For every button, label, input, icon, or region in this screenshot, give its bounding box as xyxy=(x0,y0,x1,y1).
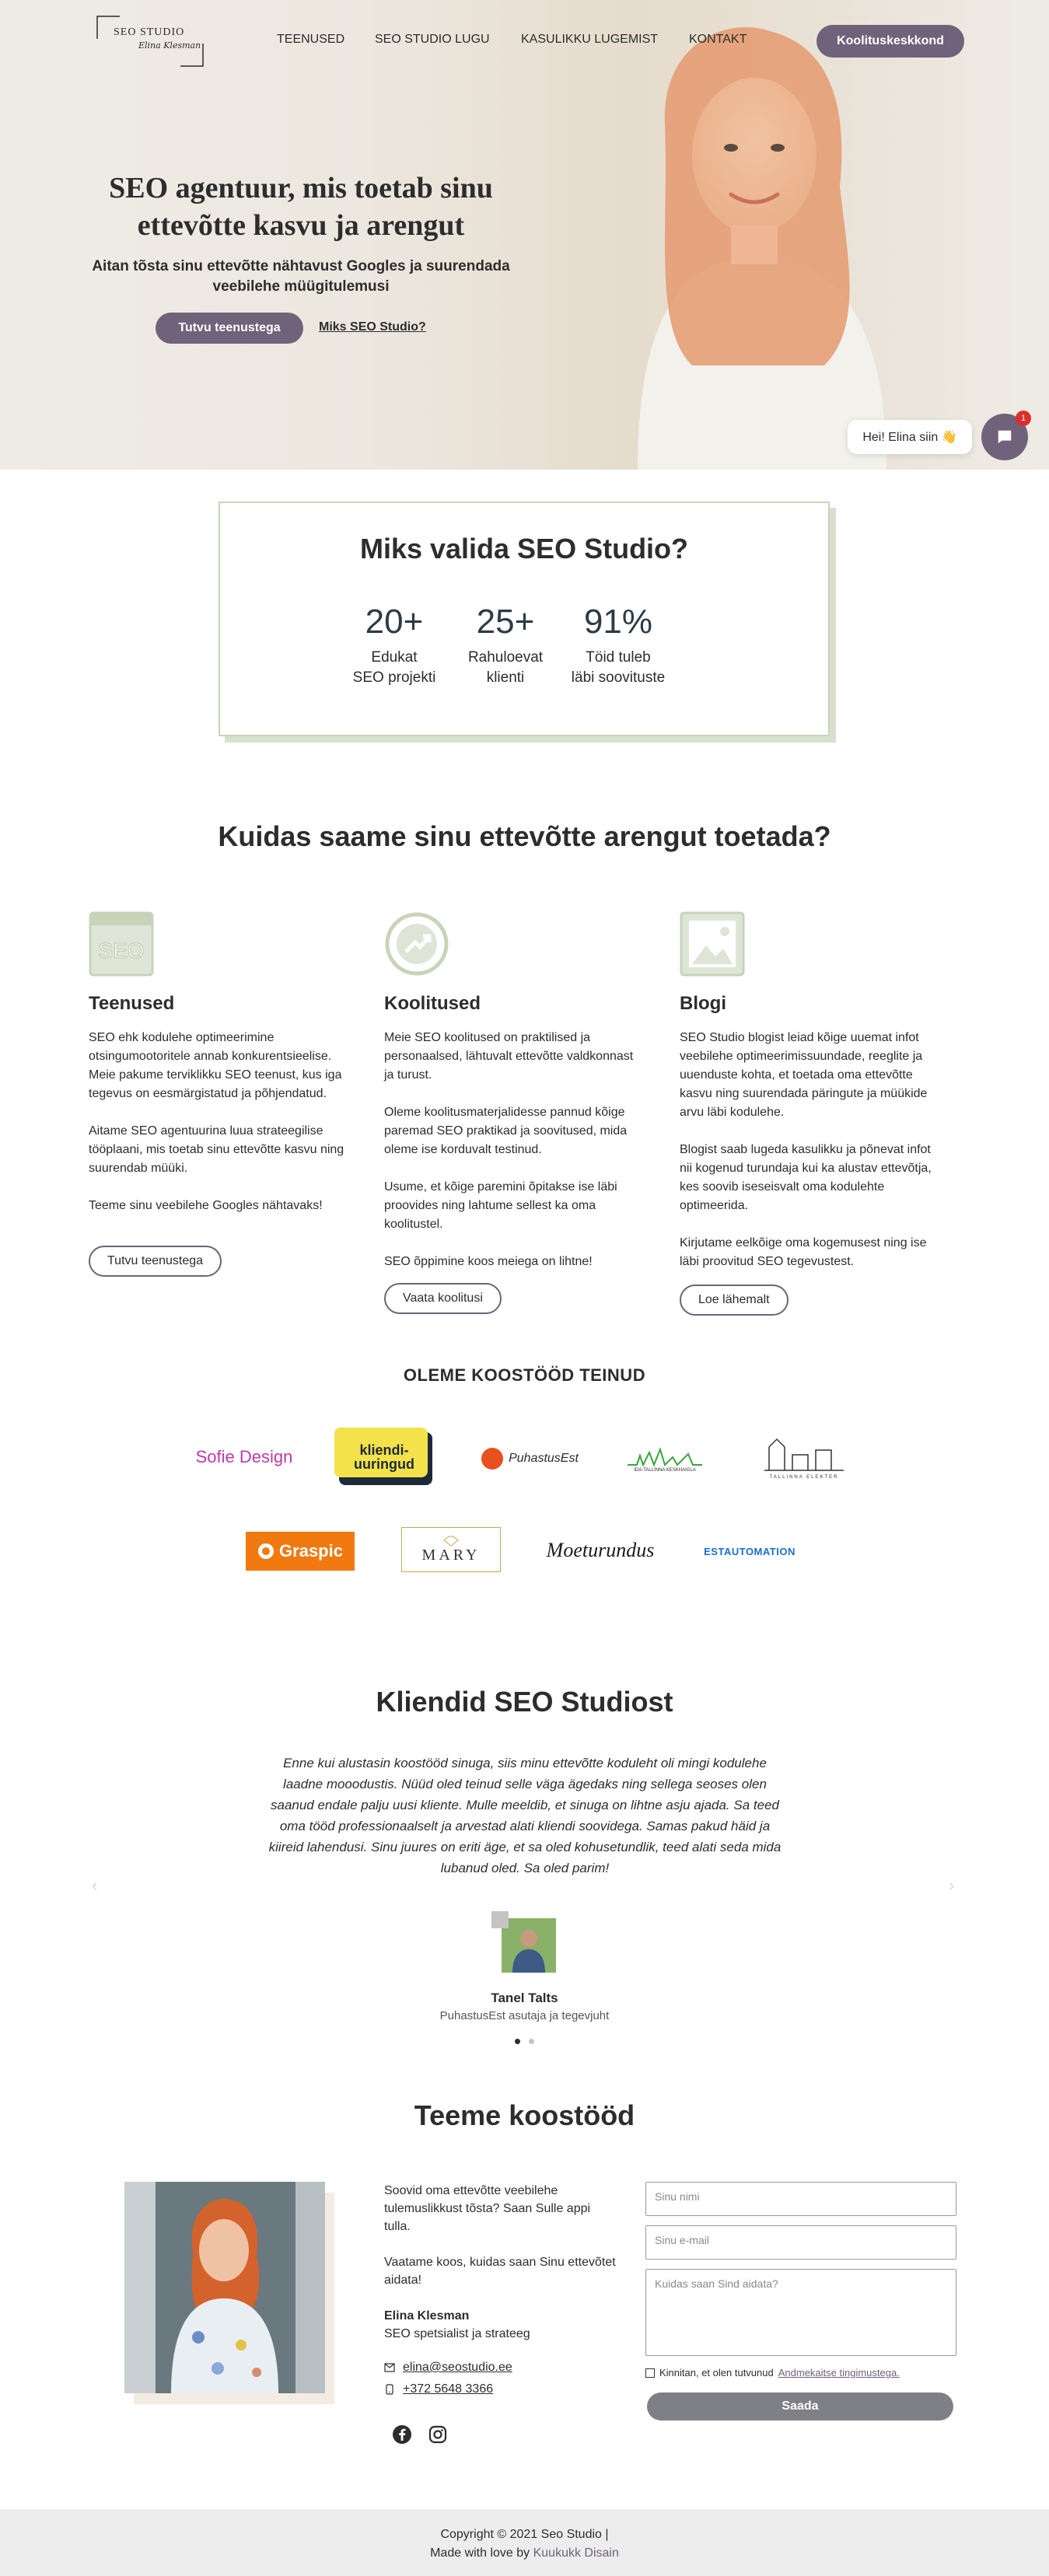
seo-badge-icon xyxy=(89,911,154,977)
logo-signature: Elina Klesman xyxy=(138,40,201,51)
partner-logo-graspic: Graspic xyxy=(246,1532,355,1571)
hero-portrait-image xyxy=(591,0,925,470)
chat-greeting[interactable]: Hei! Elina siin 👋 xyxy=(848,420,972,454)
stat-projects xyxy=(336,603,453,688)
message-textarea[interactable]: Kuidas saan Sind aidata? xyxy=(645,2269,956,2356)
phone-icon xyxy=(384,2384,395,2395)
stat-label: Edukat SEO projekti xyxy=(352,649,436,686)
partner-logo-kliendi-uuringud: kliendi-uuringud xyxy=(334,1428,434,1487)
contact-title: Teeme koostööd xyxy=(414,2099,635,2131)
stat-value: 91% xyxy=(583,603,653,641)
carousel-next-icon[interactable]: › xyxy=(949,1875,955,1895)
partner-logo-tallinna-elekter: TALLINNA ELEKTER xyxy=(757,1426,851,1485)
services-heading: Teenused xyxy=(89,993,175,1014)
contact-email[interactable]: elina@seostudio.ee xyxy=(384,2361,512,2375)
carousel-dot[interactable] xyxy=(529,2039,534,2044)
trainings-button[interactable]: Vaata koolitusi xyxy=(384,1283,502,1314)
contact-phone[interactable]: +372 5648 3366 xyxy=(384,2382,493,2396)
email-icon xyxy=(384,2363,395,2372)
blog-text: SEO Studio blogist leiad kõige uuemat infot veebilehe optimeerimissuundade, reeglite ja uuenduste kohta, et toetada oma ettevõtte kasvu ning suurendada päringute ja müükide arvu läbi kodulehe. Blogist saab lugeda kasulikku ja põnevat infot nii kogenud turundaja kui ka alustav ettevõtja, kes soovib iseseisvalt oma kodulehte optimeerida. Kirjutame eelkõige oma kogemusest ning ise läbi proovitud SEO tegevustest. xyxy=(680,1031,932,1268)
stat-value: 20+ xyxy=(365,603,424,641)
blog-button[interactable]: Loe lähemalt xyxy=(680,1285,788,1316)
contact-intro: Soovid oma ettevõtte veebilehe tulemuslikkust tõsta? Saan Sulle appi tulla. Vaatame koos, kuidas saan Sinu ettevõtet aidata! Elina Klesman SEO spetsialist ja strateeg xyxy=(384,2182,617,2343)
stat-referrals xyxy=(560,603,677,688)
hero-subtitle: Aitan tõsta sinu ettevõtte nähtavust Googles ja suurendada veebilehe müügitulemusi xyxy=(92,258,510,295)
why-title: Miks valida SEO Studio? xyxy=(359,533,689,564)
stat-label: Töid tuleb läbi soovituste xyxy=(571,649,666,686)
koolituskeskkond-button[interactable]: Koolituskeskkond xyxy=(816,25,964,58)
hero-services-button[interactable]: Tutvu teenustega xyxy=(156,313,303,344)
testimonial-quote: Enne kui alustasin koostööd sinuga, siis minu ettevõtte koduleht oli mingi kodulehe laadne mooodustis. Nüüd oled teinud selle väga ägedaks ning sellega seoses olen saanud endale palju uusi kliente. Mulle meeldib, et sinuga on lihtne asju ajada. Sa teed oma tööd professionaalselt ja arvestad alati kliendi soovidega. Samas pakud häid ja kiireid lahendusi. Sinu juures on eriti äge, et sa oled kohusetundlik, teed alati seda mida lubanud oled. Sa oled parim! xyxy=(268,1756,782,1875)
why-seo-studio-link[interactable]: Miks SEO Studio? xyxy=(319,320,426,334)
partner-logo-moeturundus: Moeturundus xyxy=(546,1539,655,1561)
stat-clients xyxy=(447,603,564,688)
footer xyxy=(0,2509,1049,2576)
name-input[interactable]: Sinu nimi xyxy=(645,2182,956,2216)
growth-chart-icon xyxy=(384,911,449,977)
services-button[interactable]: Tutvu teenustega xyxy=(89,1246,222,1277)
carousel-prev-icon[interactable]: ‹ xyxy=(92,1875,98,1895)
testimonial-name: Tanel Talts xyxy=(491,1991,558,2005)
stat-label: Rahuloevat klienti xyxy=(467,649,544,686)
privacy-terms-link[interactable]: Andmekaitse tingimustega. xyxy=(778,2367,900,2379)
nav-seo-studio-lugu[interactable]: SEO STUDIO LUGU xyxy=(375,33,490,46)
contact-role: SEO spetsialist ja strateeg xyxy=(384,2327,530,2340)
why-section xyxy=(219,502,830,736)
facebook-icon[interactable] xyxy=(392,2424,412,2445)
partner-logo-puhastusest: PuhastusEst xyxy=(471,1443,588,1474)
instagram-icon[interactable] xyxy=(428,2424,448,2445)
carousel-dot-active[interactable] xyxy=(515,2039,520,2044)
testimonial-avatar xyxy=(502,1918,556,1973)
svg-text:SEO: SEO xyxy=(98,938,145,963)
partner-logo-ida-tallinna: IDA-TALLINNA KESKHAIGLA xyxy=(622,1440,708,1479)
partners-title: OLEME KOOSTÖÖD TEINUD xyxy=(403,1365,646,1385)
blog-column xyxy=(680,911,936,1290)
blog-heading: Blogi xyxy=(680,993,726,1014)
quote-mark-icon xyxy=(491,1911,509,1928)
chat-notification-badge: 1 xyxy=(1016,411,1031,426)
email-input[interactable]: Sinu e-mail xyxy=(645,2225,956,2260)
contact-portrait-image xyxy=(124,2182,325,2393)
trainings-text: Meie SEO koolitused on praktilised ja personaalsed, lähtuvalt ettevõtte valdkonnast ja turust. Oleme koolitusmaterjalidesse pannud kõige paremad SEO praktikad ja soovitused, mida oleme ise korduvalt testinud. Usume, et kõige paremini õpitakse ise läbi proovides ning lahtume sellest ka oma koolitustel. SEO õppimine koos meiega on lihtne! xyxy=(384,1031,634,1268)
image-frame-icon xyxy=(680,911,745,977)
send-button[interactable]: Saada xyxy=(647,2392,953,2420)
partner-logo-mary: MARY xyxy=(401,1527,501,1572)
footer-credits: Made with love by Kuukukk Disain xyxy=(430,2546,619,2560)
consent-row xyxy=(645,2367,900,2379)
testimonial-role: PuhastusEst asutaja ja tegevjuht xyxy=(439,2009,610,2022)
logo-title: SEO STUDIO xyxy=(114,26,185,38)
stat-value: 25+ xyxy=(476,603,535,641)
services-text: SEO ehk kodulehe optimeerimine otsingumootoritele annab konkurentsieelise. Meie pakume terviklikku SEO teenust, kus iga tegevus on eesmärgistatud ja põhjendatud. Aitame SEO agentuurina luua strateegilise tööplaani, mis toetab sinu ettevõtte kasvu ning suurendab müüki. Teeme sinu veebilehe Googles nähtavaks! xyxy=(89,1031,344,1212)
trainings-column xyxy=(384,911,641,1290)
kuukukk-disain-link[interactable]: Kuukukk Disain xyxy=(533,2546,619,2560)
footer-copyright: Copyright © 2021 Seo Studio | xyxy=(440,2528,609,2541)
how-title: Kuidas saame sinu ettevõtte arengut toetada? xyxy=(218,820,831,852)
partner-logo-sofie-design: Sofie Design xyxy=(195,1447,293,1466)
hero-title: SEO agentuur, mis toetab sinu ettevõtte kasvu ja arengut xyxy=(109,172,493,242)
testimonials-title: Kliendid SEO Studiost xyxy=(376,1686,673,1718)
services-column xyxy=(89,911,345,1234)
chat-icon xyxy=(996,428,1013,446)
site-logo[interactable] xyxy=(96,16,204,67)
partner-logo-estautomation: ESTAUTOMATION xyxy=(704,1545,795,1557)
consent-text: Kinnitan, et olen tutvunud xyxy=(659,2367,774,2379)
nav-kasulikku-lugemist[interactable]: KASULIKKU LUGEMIST xyxy=(521,33,659,46)
hero-section xyxy=(0,0,1049,470)
trainings-heading: Koolitused xyxy=(384,993,481,1014)
consent-checkbox[interactable] xyxy=(645,2368,655,2378)
contact-name: Elina Klesman xyxy=(384,2309,470,2323)
nav-kontakt[interactable]: KONTAKT xyxy=(689,33,747,46)
nav-teenused[interactable]: TEENUSED xyxy=(277,33,345,46)
